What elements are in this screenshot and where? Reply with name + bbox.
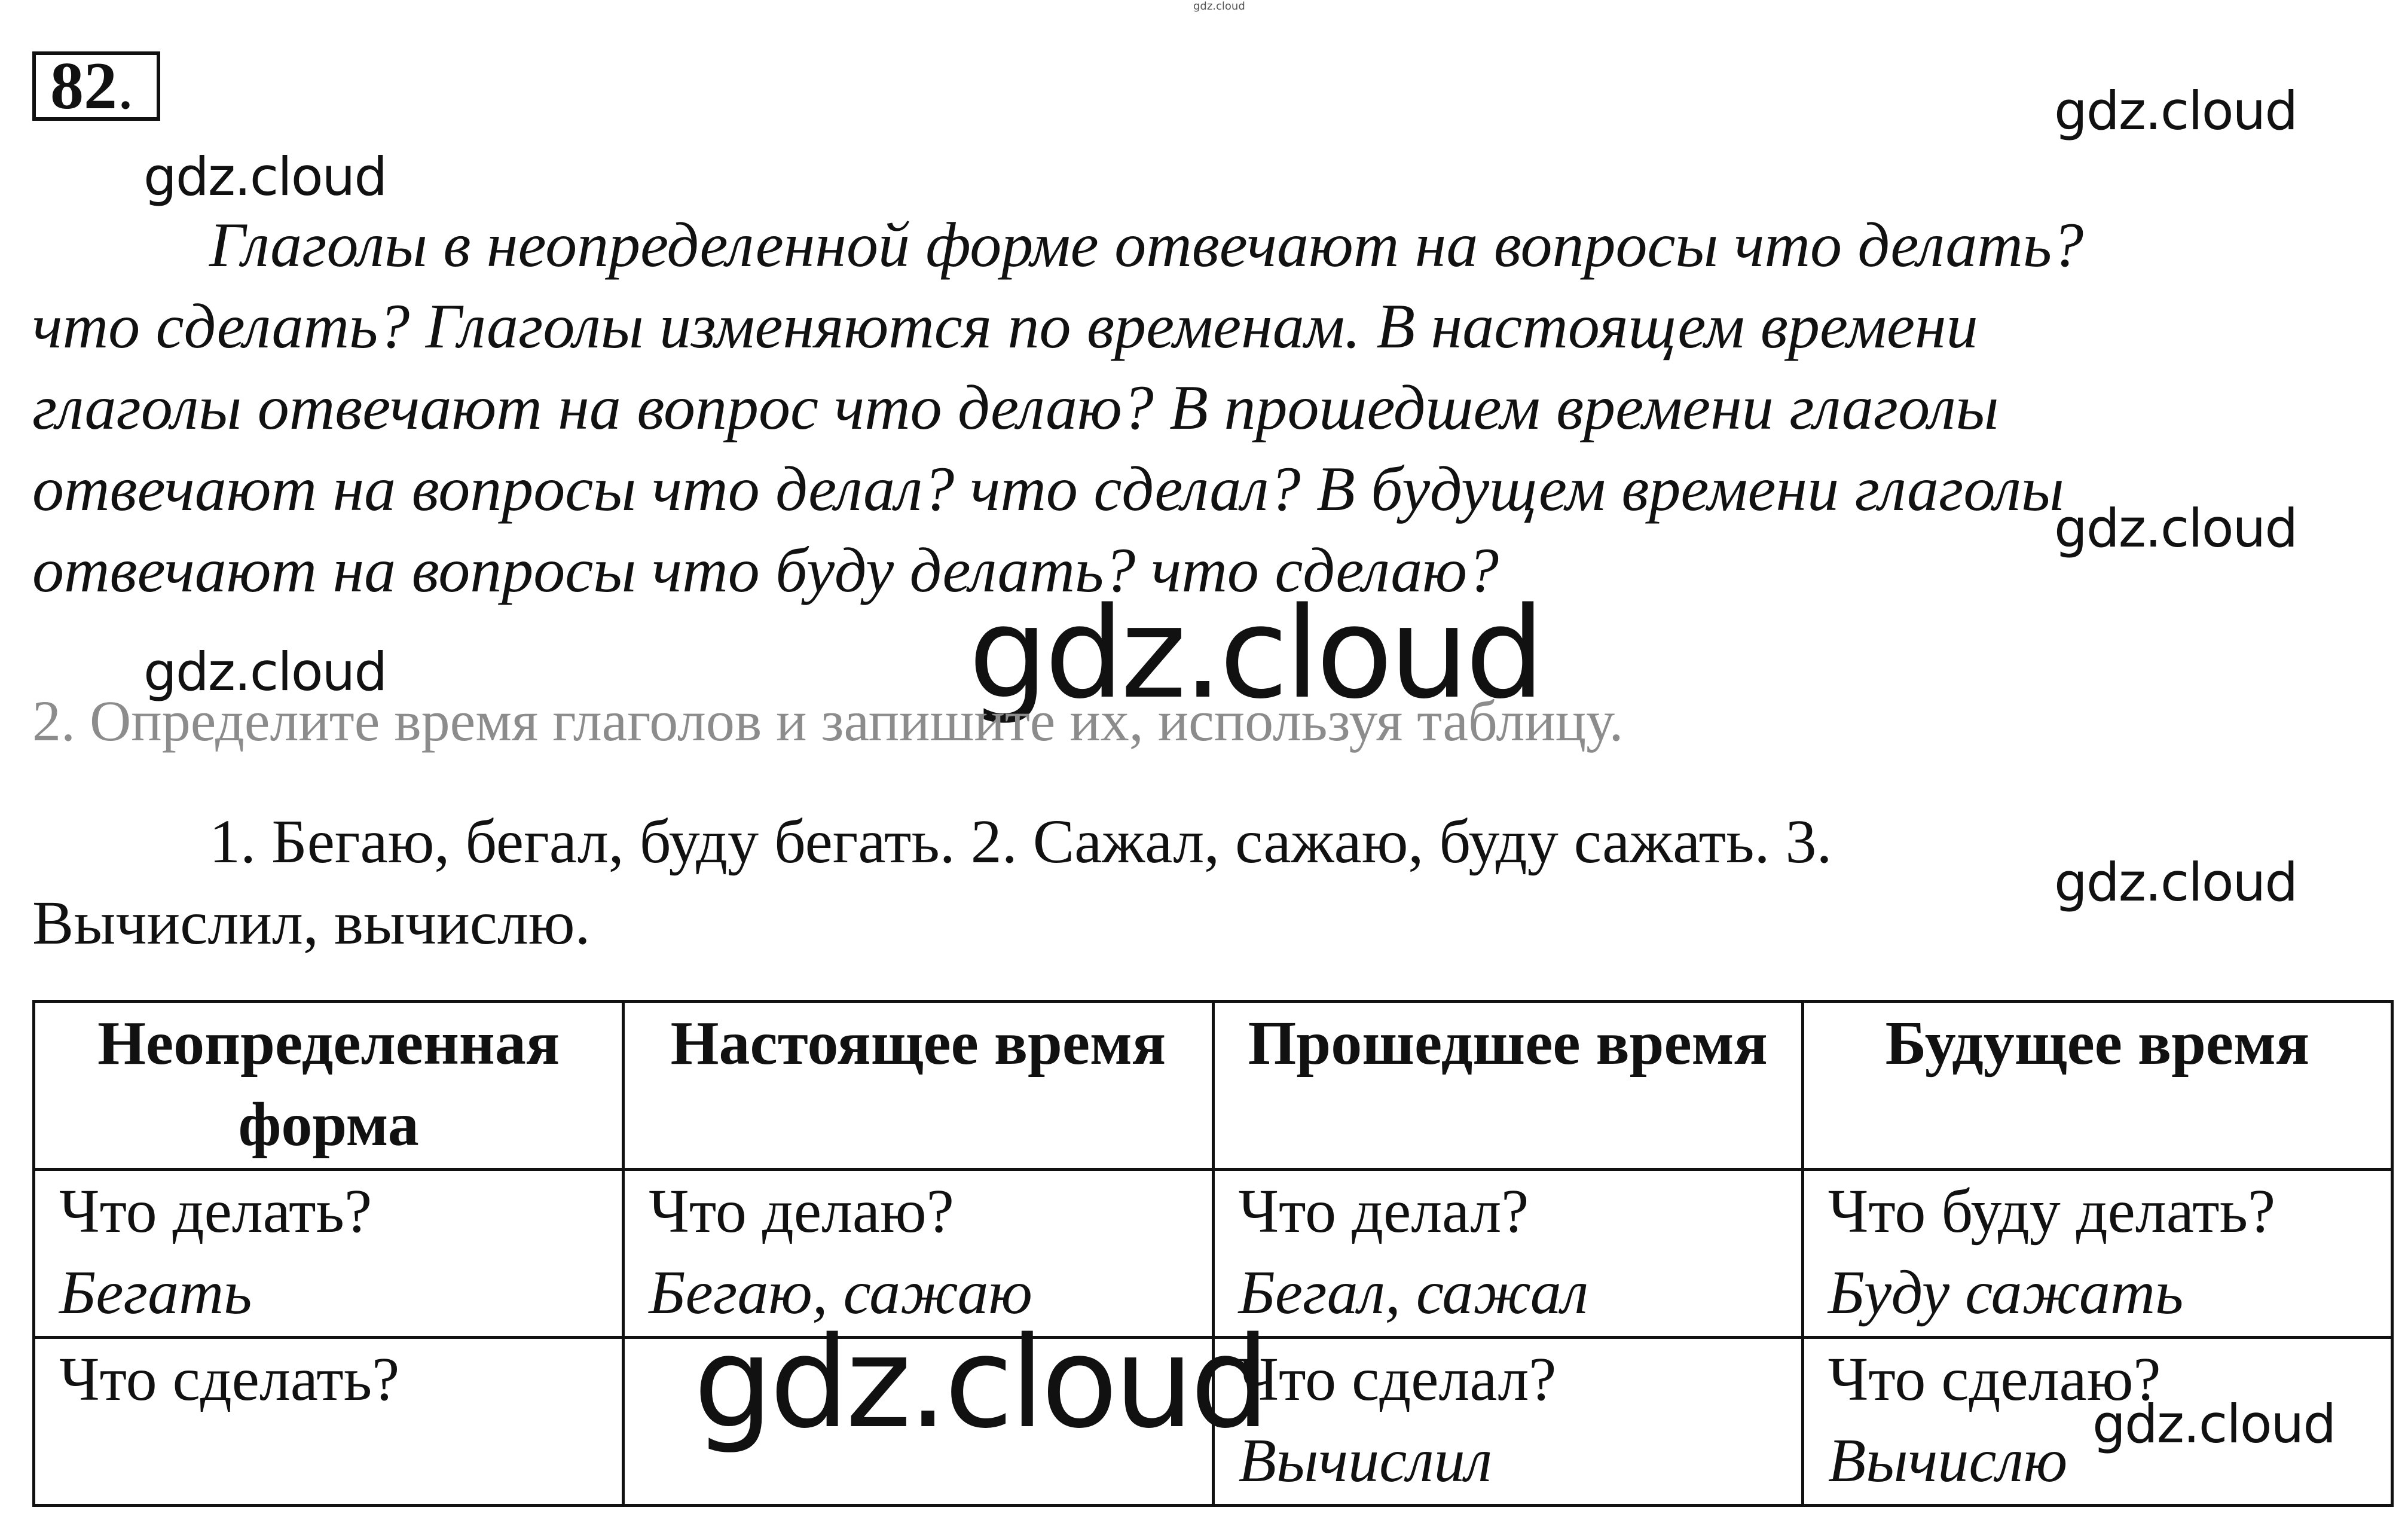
cell-example: Вычислю — [1828, 1426, 2068, 1495]
watermark-tiny: gdz.cloud — [1193, 0, 1245, 13]
table-header: Настоящее время — [624, 1002, 1213, 1170]
table-cell — [1802, 1170, 2392, 1338]
watermark: gdz.cloud — [2054, 498, 2297, 559]
cell-question: Что сделал? — [1238, 1345, 1557, 1414]
watermark: gdz.cloud — [2054, 80, 2297, 142]
cell-question: Что делать? — [59, 1177, 372, 1246]
watermark-large: gdz.cloud — [968, 580, 1542, 727]
cell-example: Бегаю, сажаю — [649, 1258, 1032, 1327]
cell-question: Что сделать? — [59, 1345, 400, 1414]
table-header: Прошедшее время — [1213, 1002, 1802, 1170]
exercise-number: 82 — [50, 49, 117, 123]
cell-example: Бегал, сажал — [1238, 1258, 1589, 1327]
task-text: 2. Определите время глаголов и запишите их, используя таблицу. — [32, 689, 1624, 753]
table-cell — [34, 1338, 624, 1506]
cell-example: Бегать — [59, 1258, 252, 1327]
watermark: gdz.cloud — [2054, 852, 2297, 913]
answer-line: Вычислил, вычислю. — [32, 889, 591, 957]
cell-question: Что сделаю? — [1828, 1345, 2161, 1414]
cell-example: Буду сажать — [1828, 1258, 2184, 1327]
cell-question: Что делал? — [1238, 1177, 1529, 1246]
table-cell — [1213, 1338, 1802, 1506]
cell-question: Что делаю? — [649, 1177, 954, 1246]
rule-line: отвечают на вопросы что делал? что сделал? В будущем времени глаголы — [32, 454, 2064, 524]
exercise-number-dot: . — [117, 49, 134, 123]
exercise-number-box — [32, 51, 160, 121]
table-cell — [1213, 1170, 1802, 1338]
table-cell — [34, 1170, 624, 1338]
table-header: Неопределенная форма — [34, 1002, 624, 1170]
watermark-large: gdz.cloud — [693, 1310, 1267, 1456]
table-header-row — [34, 1002, 2392, 1170]
watermark: gdz.cloud — [2092, 1393, 2336, 1455]
cell-question: Что буду делать? — [1828, 1177, 2276, 1246]
watermark: gdz.cloud — [143, 146, 387, 207]
cell-example: Вычислил — [1238, 1426, 1492, 1495]
rule-line: что сделать? Глаголы изменяются по временам. В настоящем времени — [32, 291, 1978, 361]
rule-line: отвечают на вопросы что буду делать? что сделаю? — [32, 535, 1499, 605]
rule-line: глаголы отвечают на вопрос что делаю? В прошедшем времени глаголы — [32, 373, 1999, 442]
rule-line: Глаголы в неопределенной форме отвечают на вопросы что делать? — [209, 210, 2084, 280]
answer-line: 1. Бегаю, бегал, буду бегать. 2. Сажал, сажаю, буду сажать. 3. — [209, 807, 1832, 876]
rule-paragraph — [32, 205, 2364, 611]
watermark: gdz.cloud — [143, 641, 387, 703]
answer-paragraph — [32, 801, 1832, 964]
table-header: Будущее время — [1802, 1002, 2392, 1170]
